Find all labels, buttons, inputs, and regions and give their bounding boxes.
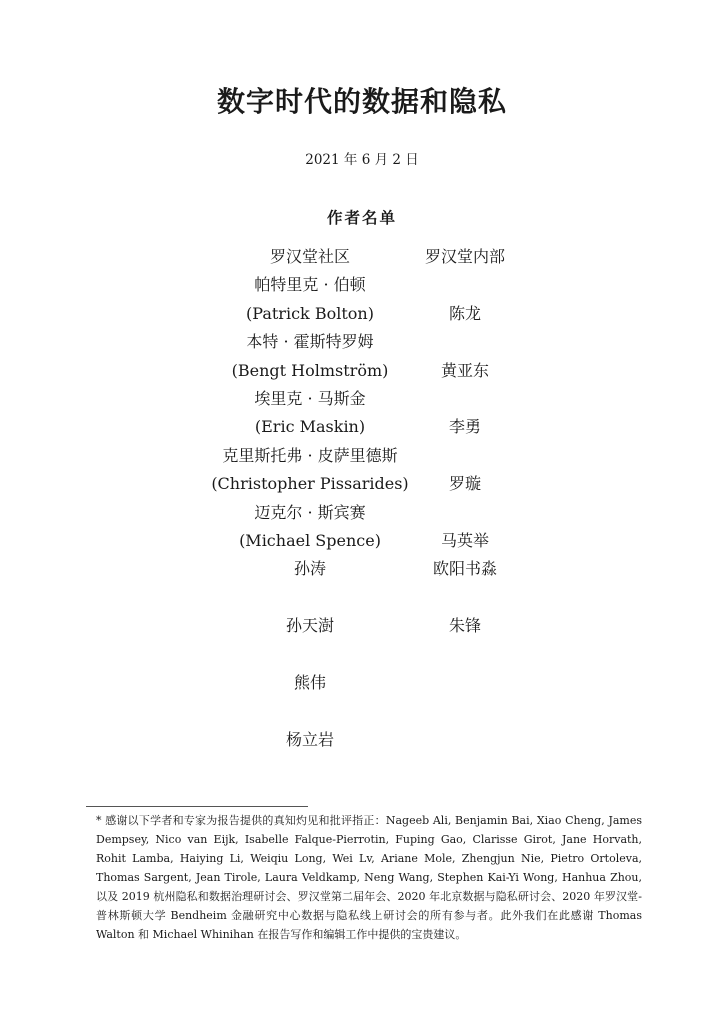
document-title: 数字时代的数据和隐私 (216, 85, 507, 118)
authors-right-column (405, 243, 525, 641)
author-entry: 马英举 (440, 530, 489, 550)
authors-heading: 作者名单 (326, 208, 397, 227)
document-date: 2021 年 6 月 2 日 (305, 152, 419, 168)
author-entry: 朱锋 (448, 616, 481, 636)
author-entry: 杨立岩 (285, 729, 334, 749)
author-entry: 本特 · 霍斯特罗姆 (246, 332, 374, 352)
footnote-rule (86, 806, 308, 807)
author-entry: 埃里克 · 马斯金 (254, 388, 366, 408)
author-entry: (Christopher Pissarides) (211, 474, 409, 494)
author-entry: (Michael Spence) (239, 530, 381, 550)
author-entry: 克里斯托弗 · 皮萨里德斯 (222, 445, 398, 465)
author-entry: (Eric Maskin) (254, 417, 366, 437)
author-entry: 欧阳书淼 (432, 559, 497, 579)
author-entry: 帕特里克 · 伯顿 (254, 275, 366, 295)
author-entry: 孙天澍 (285, 616, 334, 636)
author-entry: (Patrick Bolton) (246, 303, 374, 323)
author-entry: 孙涛 (293, 559, 326, 579)
author-entry: 黄亚东 (440, 360, 489, 380)
author-entry: 罗汉堂社区 (269, 247, 350, 266)
author-entry: 罗汉堂内部 (424, 247, 505, 266)
author-entry: 李勇 (448, 417, 481, 437)
author-entry: 陈龙 (448, 303, 481, 323)
authors-left-column (205, 243, 415, 754)
author-entry: 熊伟 (293, 672, 326, 692)
author-entry: (Bengt Holmström) (231, 360, 389, 380)
author-entry: 罗璇 (448, 474, 481, 494)
author-entry: 迈克尔 · 斯宾赛 (254, 502, 366, 522)
acknowledgements-footnote: * 感谢以下学者和专家为报告提供的真知灼见和批评指正：Nageeb Ali, Benjamin Bai, Xiao Cheng, James Dempsey, Nico van Eijk, Isabelle Falque-Pierrotin, Fuping Gao, Clarisse Girot, Jane Horvath, Rohit Lamba, Haiying Li, Weiqiu Long, Wei Lv, Ariane Mole, Zhengjun Nie, Pietro Ortoleva, Thomas Sargent, Jean Tirole, Laura Veldkamp, Neng Wang, Stephen Kai-Yi Wong, Hanhua Zhou, 以及 2019 杭州隐私和数据治理研讨会、罗汉堂第二届年会、2020 年北京数据与隐私研讨会、2020 年罗汉堂-普林斯顿大学 Bendheim 金融研究中心数据与隐私线上研讨会的所有参与者。此外我们在此感谢 Thomas Walton 和 Michael Whinihan 在报告写作和编辑工作中提供的宝贵建议。 (96, 814, 642, 941)
